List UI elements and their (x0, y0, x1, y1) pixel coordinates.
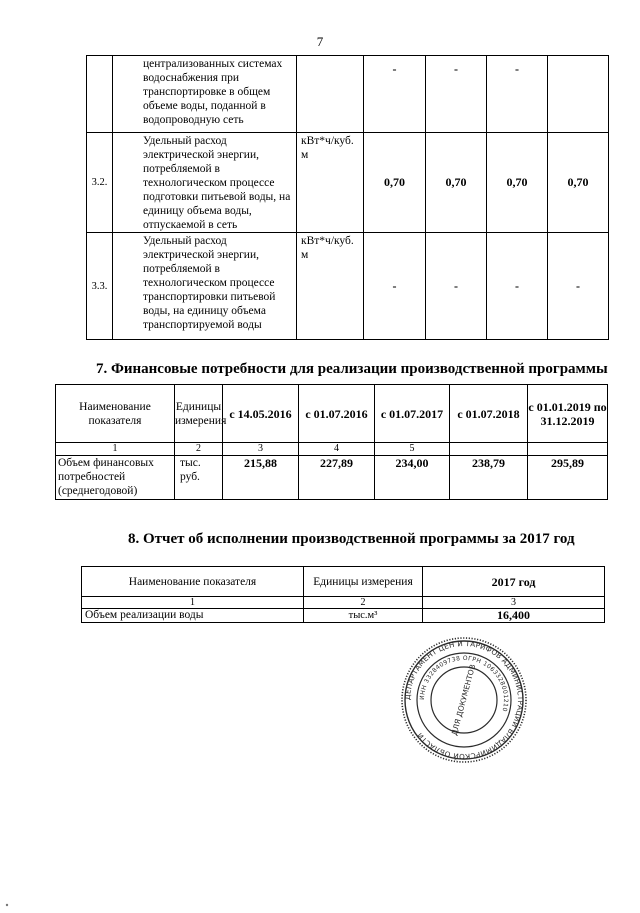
row-description: Удельный расход электрической энергии, потребляемой в технологическом процессе транспортировки питьевой воды, на единицу объема транспортируемой воды (113, 233, 297, 340)
table-row (82, 609, 605, 623)
page-number: 7 (316, 34, 324, 49)
row-name: Объем реализации воды (82, 609, 304, 623)
index-cell: 5 (375, 443, 450, 456)
column-header-period: с 14.05.2016 (223, 385, 299, 443)
stamp-ring-text: ДЕПАРТАМЕНТ ЦЕН И ТАРИФОВ АДМИНИСТРАЦИИ ВЛАДИМИРСКОЙ ОБЛАСТИ (402, 638, 526, 762)
row-unit: тыс.м³ (304, 609, 423, 623)
row-unit: кВт*ч/куб. м (297, 133, 364, 233)
value-cell: 295,89 (528, 456, 608, 500)
index-cell: 2 (175, 443, 223, 456)
column-header-name: Наименование показателя (56, 385, 175, 443)
column-header-period: с 01.07.2018 (450, 385, 528, 443)
row-number (87, 56, 113, 133)
table-row (87, 56, 609, 133)
value-cell: 215,88 (223, 456, 299, 500)
row-number: 3.3. (87, 233, 113, 340)
section-7-title: 7. Финансовые потребности для реализации производственной программы (96, 361, 608, 377)
index-cell: 3 (423, 597, 605, 609)
table-row (56, 456, 608, 500)
column-header-period: с 01.01.2019 по 31.12.2019 (528, 385, 608, 443)
row-unit: тыс. руб. (175, 456, 223, 500)
value-cell: 0,70 (548, 133, 609, 233)
row-description: Удельный расход электрической энергии, потребляемой в технологическом процессе подготовки питьевой воды, на единицу объема воды, отпускаемой в сеть (113, 133, 297, 233)
value-cell: - (487, 233, 548, 340)
index-cell: 3 (223, 443, 299, 456)
value-cell: - (364, 233, 426, 340)
report-2017-table (81, 566, 605, 623)
value-cell (548, 56, 609, 133)
value-cell: 0,70 (487, 133, 548, 233)
index-row (56, 443, 608, 456)
row-name: Объем финансовых потребностей (среднегодовой) (56, 456, 175, 500)
value-cell: 0,70 (364, 133, 426, 233)
financial-needs-table (55, 384, 608, 500)
index-cell (528, 443, 608, 456)
value-cell: - (364, 56, 426, 133)
index-cell: 4 (299, 443, 375, 456)
header-row (56, 385, 608, 443)
row-unit: кВт*ч/куб. м (297, 233, 364, 340)
column-header-period: с 01.07.2016 (299, 385, 375, 443)
table-row (87, 133, 609, 233)
value-cell: 0,70 (426, 133, 487, 233)
value-cell: - (487, 56, 548, 133)
index-cell: 2 (304, 597, 423, 609)
row-number: 3.2. (87, 133, 113, 233)
index-cell: 1 (82, 597, 304, 609)
value-cell: - (548, 233, 609, 340)
value-cell: 238,79 (450, 456, 528, 500)
section-8-title: 8. Отчет об исполнении производственной программы за 2017 год (128, 531, 575, 547)
row-unit (297, 56, 364, 133)
scan-mark (4, 895, 10, 901)
official-stamp (400, 636, 528, 764)
column-header-year: 2017 год (423, 567, 605, 597)
stamp-center-text: ДЛЯ ДОКУМЕНТОВ (449, 663, 478, 737)
value-cell: 227,89 (299, 456, 375, 500)
column-header-name: Наименование показателя (82, 567, 304, 597)
table-row (87, 233, 609, 340)
column-header-unit: Единицы измерения (304, 567, 423, 597)
value-cell: 234,00 (375, 456, 450, 500)
index-cell: 1 (56, 443, 175, 456)
stamp-inner-ring-text: ИНН 3328409738 ОГРН 1063328001210 (418, 654, 510, 713)
value-cell: 16,400 (423, 609, 605, 623)
indicators-table (86, 55, 609, 340)
value-cell: - (426, 233, 487, 340)
value-cell: - (426, 56, 487, 133)
row-description: централизованных системах водоснабжения при транспортировке в общем объеме воды, поданной в водопроводную сеть (113, 56, 297, 133)
column-header-unit: Единицы измерения (175, 385, 223, 443)
column-header-period: с 01.07.2017 (375, 385, 450, 443)
index-cell (450, 443, 528, 456)
index-row (82, 597, 605, 609)
header-row (82, 567, 605, 597)
